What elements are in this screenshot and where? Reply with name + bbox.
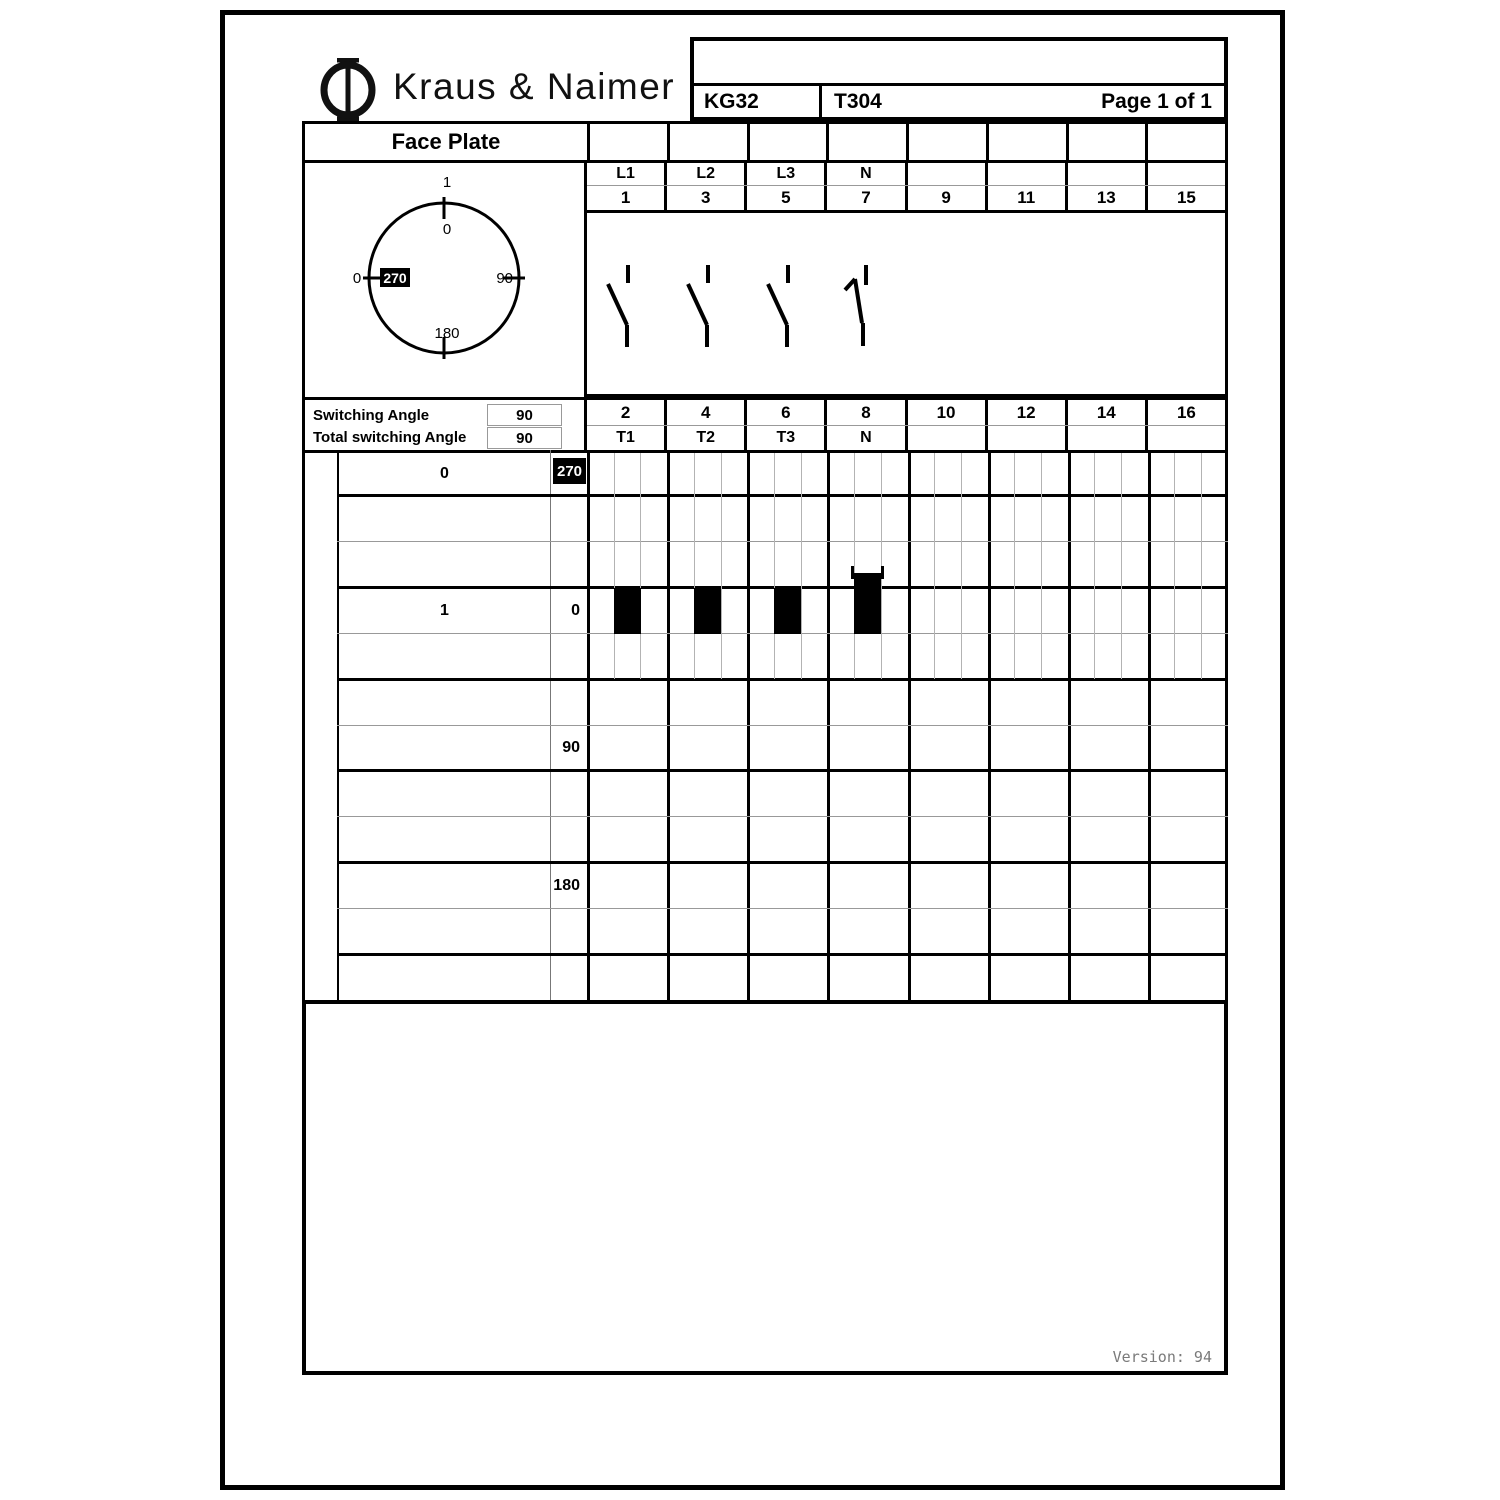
row-line-thick — [337, 861, 1228, 864]
terminal-number: 10 — [908, 400, 988, 425]
switching-angle-value: 90 — [487, 404, 562, 426]
row-line-thick — [337, 769, 1228, 772]
timing-guide — [1014, 453, 1015, 679]
timing-guide — [1094, 453, 1095, 679]
title-block-empty-row — [694, 41, 1224, 86]
terminal-label — [908, 426, 988, 450]
terminal-label — [908, 163, 988, 185]
row-angle-current: 270 — [553, 458, 586, 484]
face-plate-spacer-cell — [1069, 124, 1149, 160]
terminal-number: 7 — [827, 186, 907, 210]
terminal-label: N — [827, 163, 907, 185]
timing-guide — [1121, 453, 1122, 679]
terminal-number: 3 — [667, 186, 747, 210]
face-plate-spacer-cell — [590, 124, 670, 160]
timing-guide — [694, 453, 695, 679]
timing-guide — [934, 453, 935, 679]
face-plate-spacer-cell — [829, 124, 909, 160]
face-plate-spacer-cell — [750, 124, 830, 160]
face-plate-spacer-cell — [909, 124, 989, 160]
face-plate-spacer-cell — [989, 124, 1069, 160]
terminal-number: 13 — [1068, 186, 1148, 210]
contact-closed-bar-5-6 — [774, 588, 801, 634]
contact-symbol-pole3 — [768, 265, 788, 347]
row-line-thick — [337, 953, 1228, 956]
face-plate-row — [302, 121, 1228, 163]
dial-position-1: 1 — [442, 173, 452, 191]
terminal-number: 4 — [667, 400, 747, 425]
terminal-label: L1 — [587, 163, 667, 185]
contact-symbol-pole2 — [688, 265, 708, 347]
terminal-label — [1148, 163, 1225, 185]
dial-angle-90: 90 — [496, 269, 513, 287]
row-angle-label: 0 — [571, 602, 580, 619]
total-switching-angle-label: Total switching Angle — [313, 429, 467, 446]
terminal-number: 15 — [1176, 188, 1196, 207]
switching-angle-section — [302, 397, 587, 450]
timing-guide — [1041, 453, 1042, 679]
contact-symbol-pole1 — [608, 265, 628, 347]
notes-box — [302, 1000, 1228, 1375]
timing-guide — [640, 453, 641, 679]
terminal-header-bottom — [587, 397, 1228, 450]
early-make-tick — [881, 566, 884, 579]
row-position-label: 1 — [440, 602, 449, 619]
terminal-label — [988, 163, 1068, 185]
row-angle-label: 180 — [553, 877, 580, 894]
face-plate-spacer-cell — [1148, 124, 1225, 160]
timing-guide — [961, 453, 962, 679]
contact-symbol-area — [587, 213, 1228, 397]
switching-table — [302, 450, 1228, 1000]
table-border-left — [302, 450, 305, 1000]
contact-symbols-icon — [587, 213, 1225, 394]
terminal-label — [988, 426, 1068, 450]
contact-closed-bar-1-2 — [614, 588, 641, 634]
terminal-number: 16 — [1176, 402, 1196, 422]
dial-angle-180: 180 — [434, 324, 460, 342]
contact-closed-bar-3-4 — [694, 588, 721, 634]
logo-phi-icon — [320, 51, 376, 123]
dial-angle-0: 0 — [442, 220, 452, 238]
terminal-number: 14 — [1068, 400, 1148, 425]
terminal-label — [1068, 426, 1148, 450]
face-plate-title: Face Plate — [305, 124, 590, 160]
row-position-label: 0 — [440, 464, 449, 482]
switching-angle-label: Switching Angle — [313, 407, 430, 424]
timing-guide — [1201, 453, 1202, 679]
timing-guide — [614, 453, 615, 679]
terminal-header-top — [587, 163, 1228, 213]
face-plate-spacer-cell — [670, 124, 750, 160]
terminal-number: 5 — [747, 186, 827, 210]
title-block — [690, 37, 1228, 121]
terminal-number: 8 — [827, 400, 907, 425]
dial-panel — [302, 163, 587, 397]
brand-name: Kraus & Naimer — [393, 66, 676, 107]
early-make-tick — [851, 566, 854, 579]
terminal-label: N — [827, 426, 907, 450]
timing-guide — [854, 453, 855, 679]
row-line-thin — [337, 725, 1228, 726]
model-code: T304 — [834, 89, 882, 113]
terminal-number: 11 — [988, 186, 1068, 210]
contact-symbol-neutral — [845, 265, 866, 346]
terminal-label: L2 — [667, 163, 747, 185]
timing-guide — [774, 453, 775, 679]
terminal-number: 1 — [587, 186, 667, 210]
timing-guide — [1174, 453, 1175, 679]
terminal-number: 9 — [908, 186, 988, 210]
total-switching-angle-value: 90 — [487, 427, 562, 449]
terminal-label: L3 — [747, 163, 827, 185]
dial-position-0: 0 — [352, 269, 362, 287]
row-line-thin — [337, 908, 1228, 909]
terminal-label: T1 — [587, 426, 667, 450]
type-code: KG32 — [694, 86, 822, 117]
sheet-border — [220, 10, 1285, 1490]
version-label: Version: 94 — [1112, 1348, 1212, 1366]
terminal-number: 2 — [587, 400, 667, 425]
terminal-number: 6 — [747, 400, 827, 425]
timing-guide — [721, 453, 722, 679]
timing-guide — [801, 453, 802, 679]
terminal-label: T2 — [667, 426, 747, 450]
page-number: Page 1 of 1 — [1101, 89, 1212, 113]
terminal-label — [1068, 163, 1148, 185]
row-angle-label: 90 — [562, 738, 580, 756]
contact-closed-bar-7-8-early-make — [854, 573, 881, 634]
brand-logo — [320, 42, 675, 132]
terminal-label: T3 — [747, 426, 827, 450]
terminal-number: 12 — [988, 400, 1068, 425]
terminal-label — [1148, 426, 1225, 450]
row-line-thin — [337, 816, 1228, 817]
dial-angle-270-current: 270 — [380, 268, 410, 287]
